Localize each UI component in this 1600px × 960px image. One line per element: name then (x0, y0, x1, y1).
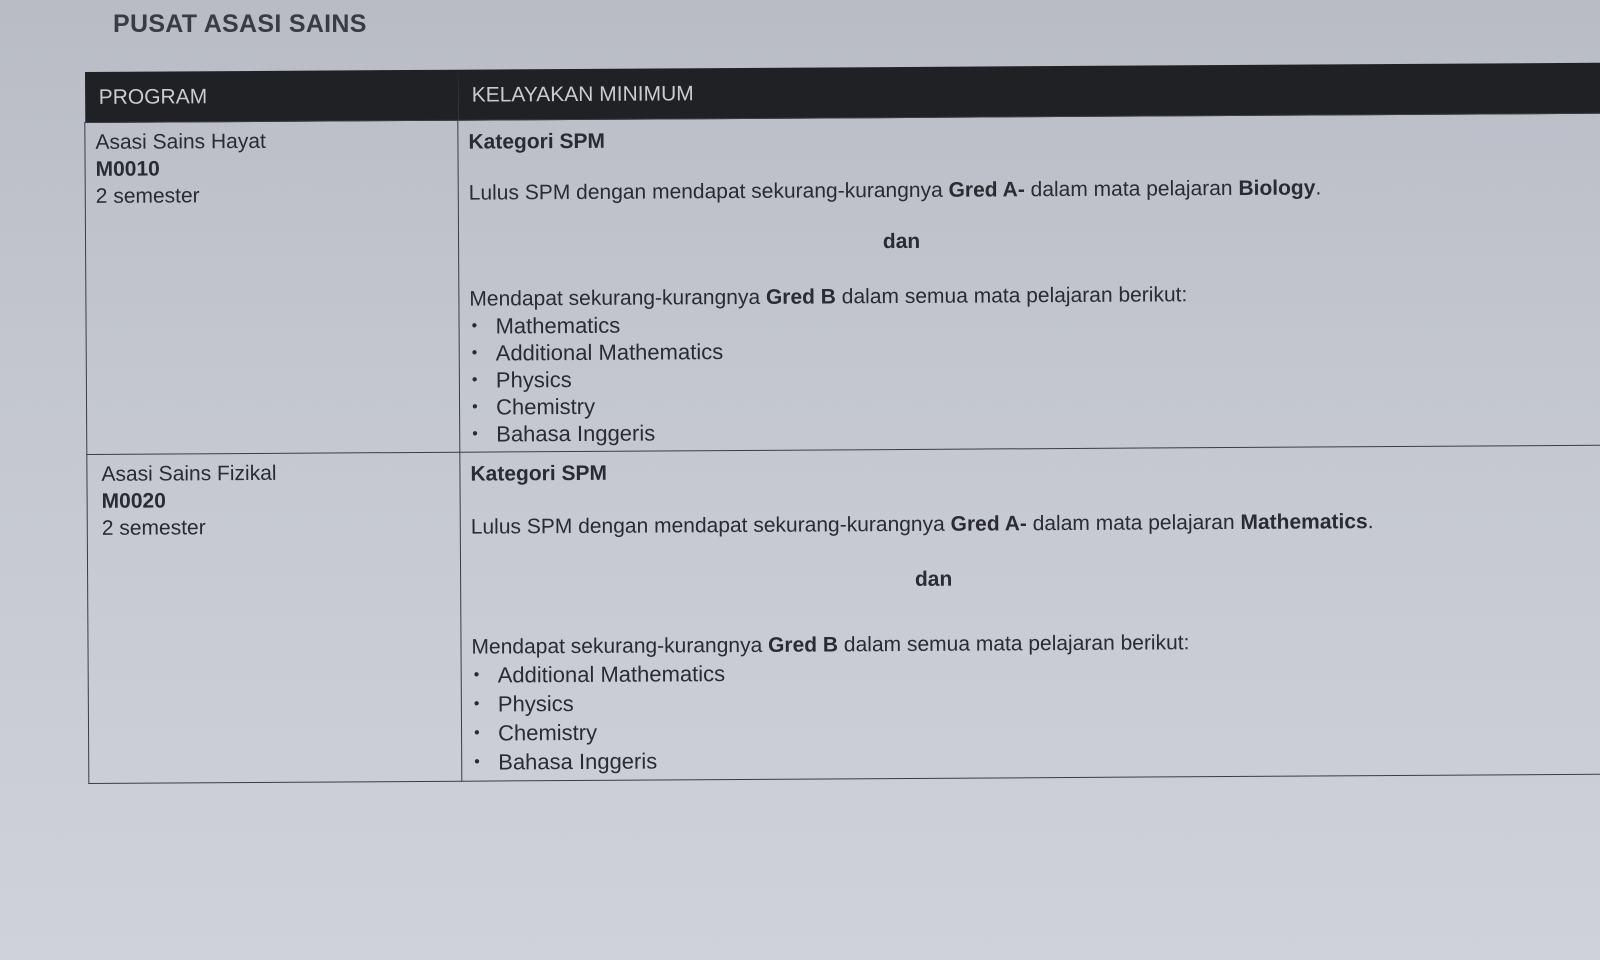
bullet-icon: • (471, 371, 478, 389)
req-grade: Gred B (767, 633, 839, 657)
pass-suffix: . (1315, 176, 1322, 200)
subject-name: Physics (497, 691, 574, 717)
pass-prefix: Lulus SPM dengan mendapat sekurang-kurangnya (468, 178, 949, 205)
pass-middle: dalam mata pelajaran (1024, 176, 1239, 202)
req-prefix: Mendapat sekurang-kurangnya (471, 633, 769, 659)
pass-middle: dalam mata pelajaran (1026, 510, 1241, 536)
subject-list (472, 654, 1600, 777)
program-cell (85, 120, 460, 454)
pass-subject: Biology (1238, 176, 1316, 200)
pass-requirement (469, 173, 1600, 207)
program-name: Asasi Sains Fizikal (101, 461, 277, 486)
req-grade: Gred B (765, 285, 837, 309)
category-label: Kategori SPM (470, 461, 608, 486)
page-heading: PUSAT ASASI SAINS (113, 10, 367, 38)
bullet-icon: • (472, 425, 478, 443)
list-item (474, 741, 1600, 777)
bullet-icon: • (472, 398, 478, 416)
pass-suffix: . (1367, 510, 1374, 534)
program-cell (87, 452, 462, 783)
req-prefix: Mendapat sekurang-kurangnya (469, 285, 766, 311)
bullet-icon: • (473, 666, 480, 684)
bullet-icon: • (471, 344, 478, 362)
bullet-icon: • (473, 695, 480, 713)
pass-prefix: Lulus SPM dengan mendapat sekurang-kurangnya (470, 512, 951, 539)
subject-list (469, 306, 1600, 448)
table-header-row (84, 63, 1600, 123)
pass-grade: Gred A- (950, 512, 1027, 536)
bullet-icon: • (474, 753, 480, 771)
table-row (85, 113, 1600, 454)
subject-name: Physics (495, 367, 572, 393)
subject-name: Chemistry (497, 719, 598, 746)
qualification-cell (460, 445, 1600, 781)
pass-grade: Gred A- (948, 178, 1025, 202)
subject-name: Bahasa Inggeris (496, 420, 656, 447)
subject-name: Chemistry (495, 393, 596, 420)
program-code: M0020 (101, 489, 166, 513)
program-code: M0010 (95, 157, 160, 181)
subject-name: Additional Mathematics (497, 661, 726, 688)
req-suffix: dalam semua mata pelajaran berikut: (837, 631, 1190, 657)
program-duration: 2 semester (101, 516, 206, 540)
requirements-table (84, 63, 1600, 784)
list-item (472, 414, 1600, 448)
bullet-icon: • (471, 317, 478, 335)
header-qualification: KELAYAKAN MINIMUM (457, 63, 1600, 121)
bullet-icon: • (473, 724, 480, 742)
req-suffix: dalam semua mata pelajaran berikut: (835, 283, 1188, 309)
subject-name: Mathematics (495, 312, 621, 339)
table-row (87, 445, 1600, 783)
qualification-cell (458, 113, 1600, 452)
header-program: PROGRAM (84, 70, 457, 123)
subject-name: Bahasa Inggeris (498, 748, 658, 775)
connector-dan: dan (882, 229, 921, 254)
pass-requirement (471, 507, 1600, 541)
category-label: Kategori SPM (468, 129, 606, 154)
pass-subject: Mathematics (1240, 510, 1368, 534)
program-name: Asasi Sains Hayat (95, 129, 266, 154)
subject-name: Additional Mathematics (495, 339, 724, 366)
connector-dan: dan (914, 567, 953, 591)
program-duration: 2 semester (95, 184, 200, 208)
